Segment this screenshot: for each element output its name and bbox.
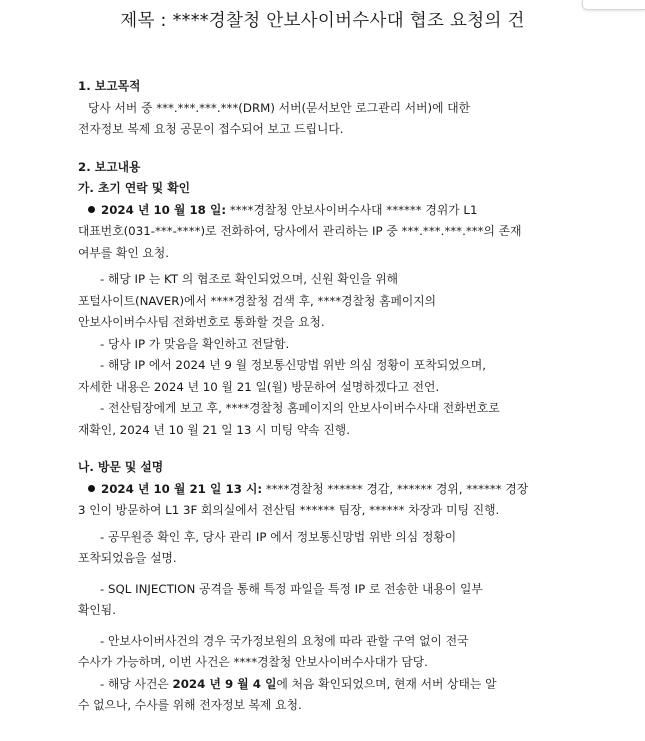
subsection-a-bullet-line2: 대표번호(031-***-****)로 전화하여, 당사에서 관리하는 IP 중 ***.***.***.***의 존재 [78,224,522,238]
subsection-b-dash3-line2: 수사가 가능하며, 이번 사건은 ****경찰청 안보사이버수사대가 담당. [78,655,428,669]
subsection-a-bullet-date: 2024 년 10 월 18 일: [101,202,227,217]
subsection-b-dash1-line1: - 공무원증 확인 후, 당사 관리 IP 에서 정보통신망법 위반 의심 정황이 [100,529,457,544]
subsection-b-dash3-line1: - 안보사이버사건의 경우 국가정보원의 요청에 따라 관할 구역 없이 전국 [100,633,469,648]
subsection-b-dash2-line2: 확인됨. [78,603,116,617]
subsection-b-dash1-line2: 포착되었음을 설명. [78,551,177,565]
subsection-b-dash4-pre: - 해당 사건은 [100,676,173,691]
subsection-a-dash1-line2: 포털사이트(NAVER)에서 ****경찰청 검색 후, ****경찰청 홈페이지의 [78,293,437,308]
section1-line1: 당사 서버 중 ***.***.***.***(DRM) 서버(문서보안 로그관리 서버)에 대한 [88,100,471,115]
subsection-a-bullet [78,200,568,222]
section2-heading: 2. 보고내용 [78,159,141,174]
document-title: 제목 : ****경찰청 안보사이버수사대 협조 요청의 건 [120,11,525,31]
subsection-a-dash1-line1: - 해당 IP 는 KT 의 협조로 확인되었으며, 신원 확인을 위해 [100,272,399,286]
subsection-b-heading: 나. 방문 및 설명 [78,460,164,474]
subsection-a-dash4-line2: 재확인, 2024 년 10 월 21 일 13 시 미팅 약속 진행. [78,422,350,437]
subsection-a-bullet-line3: 여부를 확인 요청. [78,245,170,260]
bullet-icon [88,485,95,492]
document-body [78,76,568,717]
subsection-a-dash3-line1: - 해당 IP 에서 2024 년 9 월 정보통신망법 위반 의심 정황이 포착되었으며, [100,358,487,372]
subsection-b-dash4-date: 2024 년 9 월 4 일 [172,676,277,691]
subsection-a-heading: 가. 초기 연락 및 확인 [78,181,191,195]
subsection-b-bullet [78,479,568,501]
subsection-a-dash1-line3: 안보사이버수사팀 전화번호로 통화할 것을 요청. [78,315,325,329]
subsection-b-dash4-line1 [78,674,568,696]
subsection-a-dash2-line1: - 당사 IP 가 맞음을 확인하고 전달함. [100,336,290,351]
subsection-b-bullet-line2: 3 인이 방문하여 L1 3F 회의실에서 전산팀 ****** 팀장, ****** 차장과 미팅 진행. [78,503,500,517]
subsection-b-bullet-line1: ****경찰청 ****** 경감, ****** 경위, ****** 경장 [262,481,529,496]
subsection-b-dash4-post: 에 처음 확인되었으며, 현재 서버 상태는 알 [276,676,497,691]
subsection-a-bullet-line1: ****경찰청 안보사이버수사대 ****** 경위가 L1 [226,202,478,217]
subsection-a-dash3-line2: 자세한 내용은 2024 년 10 월 21 일(월) 방문하여 설명하겠다고 전언. [78,379,440,394]
subsection-b-dash2-line1: - SQL INJECTION 공격을 통해 특정 파일을 특정 IP 로 전송한 내용이 일부 [100,581,483,596]
section1-heading: 1. 보고목적 [78,79,141,93]
section1-line2: 전자정보 복제 요청 공문이 접수되어 보고 드립니다. [78,122,344,136]
subsection-b-bullet-date: 2024 년 10 월 21 일 13 시: [101,481,263,496]
subsection-a-dash4-line1: - 전산팀장에게 보고 후, ****경찰청 홈페이지의 안보사이버수사대 전화번호로 [100,401,500,415]
bullet-icon [88,206,95,213]
subsection-b-dash4-line2: 수 없으나, 수사를 위해 전자정보 복제 요청. [78,698,302,712]
